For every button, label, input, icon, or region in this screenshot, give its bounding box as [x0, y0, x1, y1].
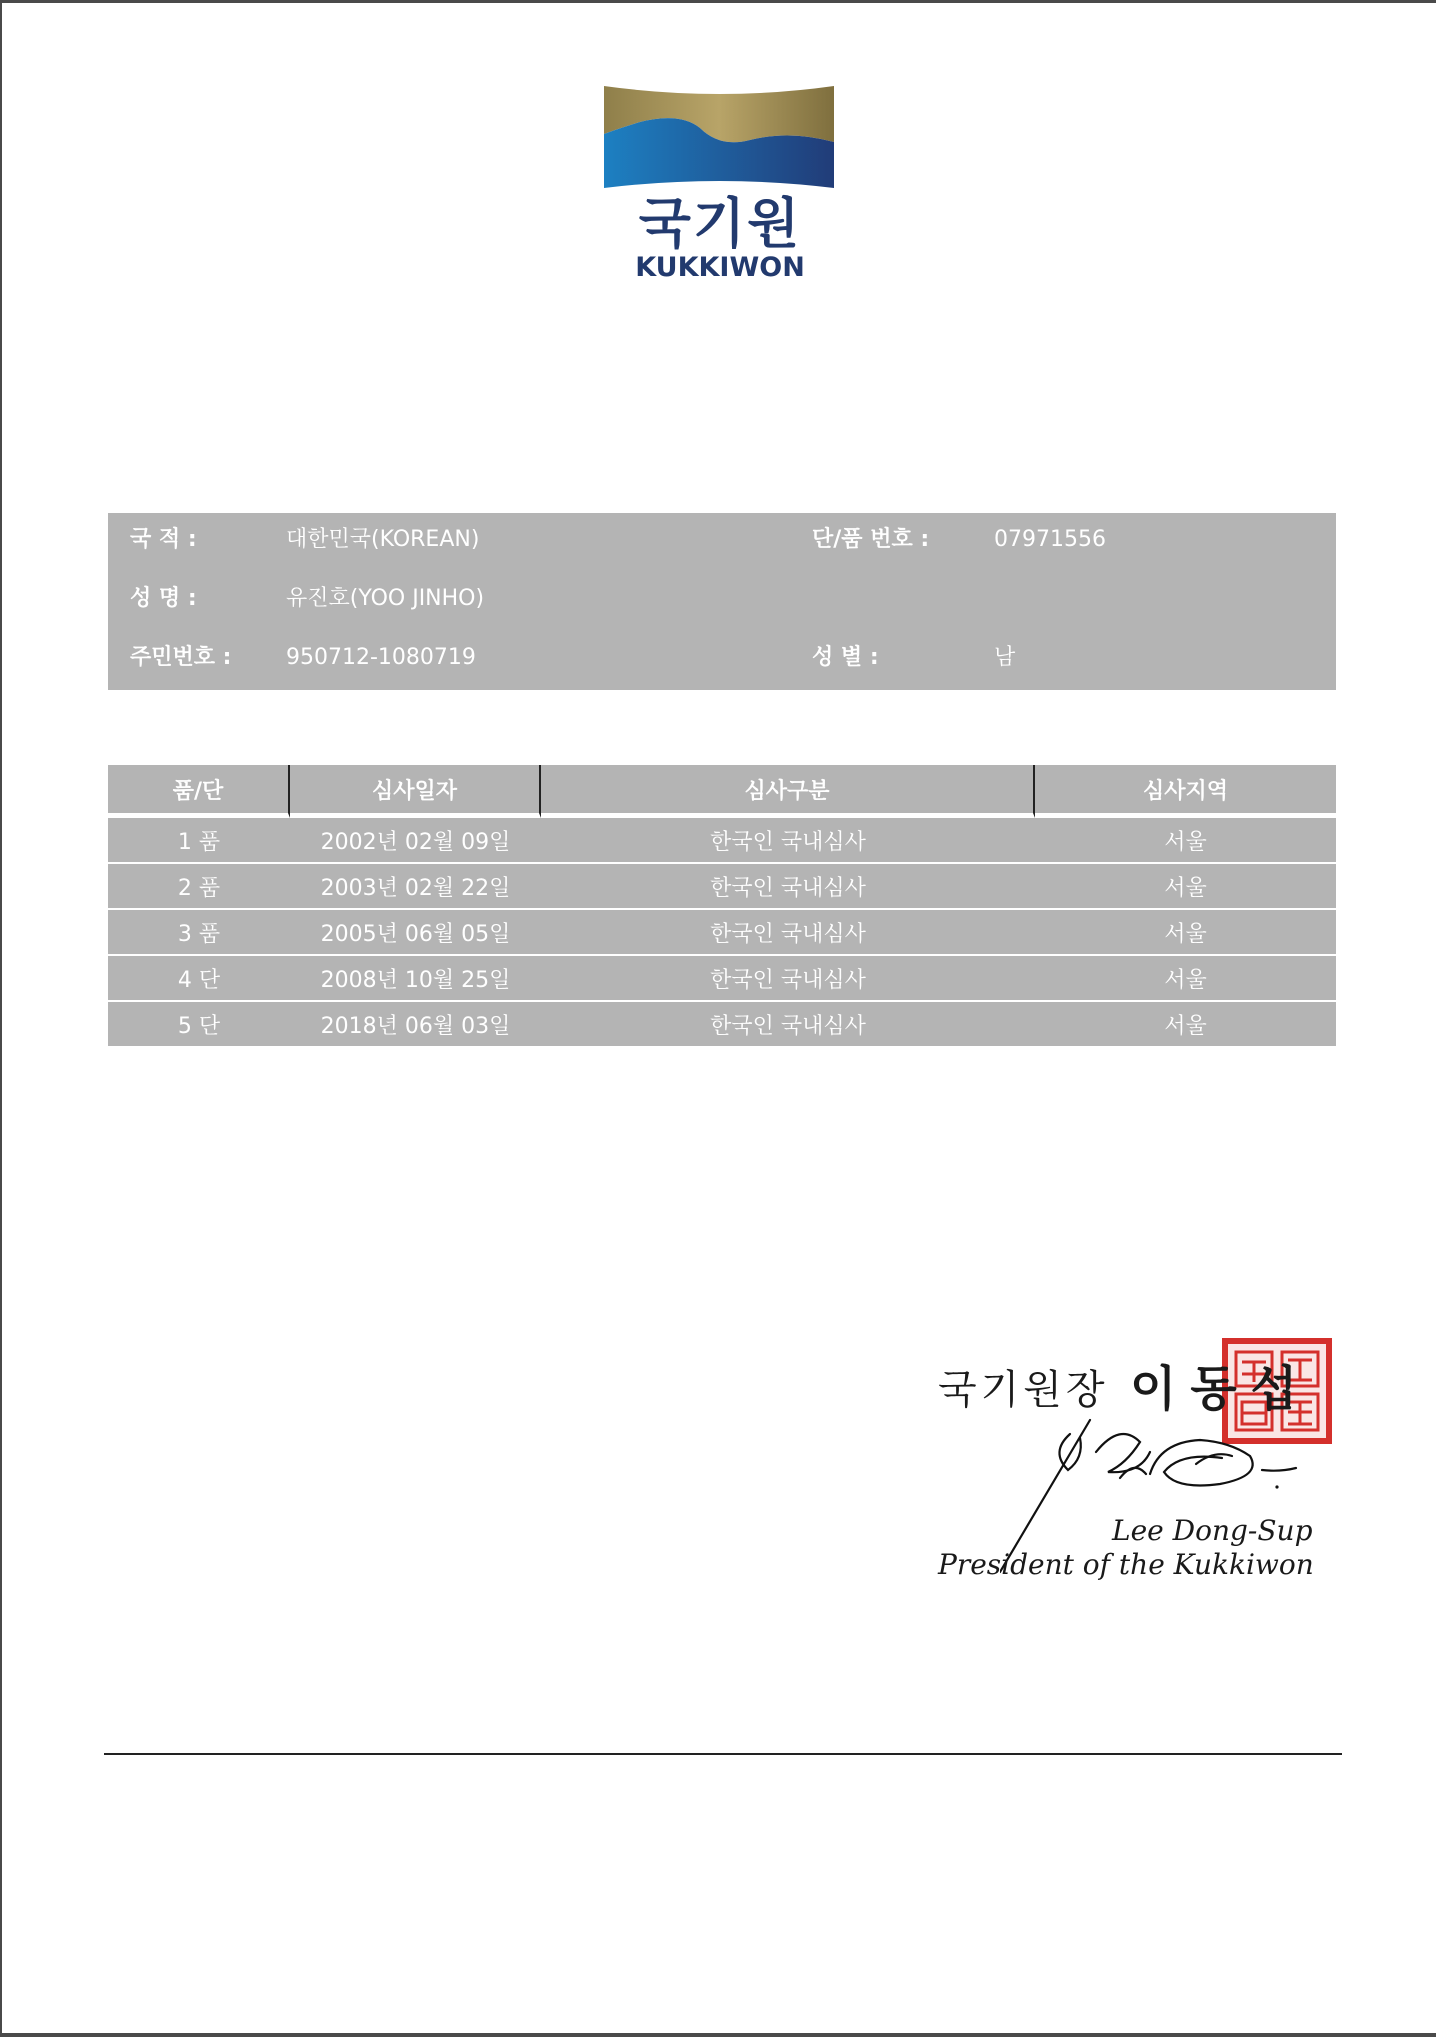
promotion-history-table — [108, 765, 1336, 1046]
president-name-korean: 이동섭 — [1130, 1361, 1312, 1417]
name-label: 성 명 : — [130, 586, 197, 611]
logo-english-text: KUKKIWON — [635, 252, 805, 283]
cell-grade: 1 품 — [108, 818, 290, 864]
logo-emblem-icon — [600, 82, 840, 192]
cell-grade: 2 품 — [108, 864, 290, 910]
table-row — [108, 818, 1336, 864]
cell-exam-date: 2018년 06월 03일 — [290, 1002, 541, 1046]
nationality-value: 대한민국(KOREAN) — [286, 527, 480, 552]
cell-exam-date: 2008년 10월 25일 — [290, 956, 541, 1002]
cell-exam-type: 한국인 국내심사 — [541, 818, 1035, 864]
cell-exam-date: 2003년 02월 22일 — [290, 864, 541, 910]
cell-exam-type: 한국인 국내심사 — [541, 864, 1035, 910]
logo-korean-text: 국기원 — [638, 192, 802, 255]
bottom-divider — [104, 1753, 1342, 1755]
table-row — [108, 910, 1336, 956]
nationality-label: 국 적 : — [130, 527, 197, 552]
cell-exam-region: 서울 — [1035, 864, 1336, 910]
cell-exam-region: 서울 — [1035, 910, 1336, 956]
cell-exam-type: 한국인 국내심사 — [541, 1002, 1035, 1046]
president-name-english: Lee Dong-Sup — [1112, 1514, 1313, 1547]
cell-exam-date: 2002년 02월 09일 — [290, 818, 541, 864]
cell-grade: 3 품 — [108, 910, 290, 956]
gender-value: 남 — [994, 645, 1016, 670]
id-number-label: 주민번호 : — [130, 645, 232, 670]
cell-exam-region: 서울 — [1035, 1002, 1336, 1046]
cert-number-value: 07971556 — [994, 527, 1106, 552]
header-exam-date: 심사일자 — [290, 765, 541, 818]
cell-exam-region: 서울 — [1035, 956, 1336, 1002]
table-row — [108, 864, 1336, 910]
president-title-korean: 국기원장 — [938, 1367, 1109, 1413]
cell-exam-region: 서울 — [1035, 818, 1336, 864]
header-exam-region: 심사지역 — [1035, 765, 1336, 818]
table-row — [108, 956, 1336, 1002]
cell-exam-type: 한국인 국내심사 — [541, 910, 1035, 956]
cell-exam-type: 한국인 국내심사 — [541, 956, 1035, 1002]
president-title-english: President of the Kukkiwon — [938, 1548, 1314, 1581]
header-exam-type: 심사구분 — [541, 765, 1035, 818]
name-value: 유진호(YOO JINHO) — [286, 586, 485, 611]
header-grade: 품/단 — [108, 765, 290, 818]
cert-number-label: 단/품 번호 : — [812, 527, 930, 552]
cell-grade: 5 단 — [108, 1002, 290, 1046]
gender-label: 성 별 : — [812, 645, 879, 670]
personal-info-box — [108, 513, 1336, 690]
id-number-value: 950712-1080719 — [286, 645, 476, 670]
table-header-row — [108, 765, 1336, 818]
table-row — [108, 1002, 1336, 1046]
cell-grade: 4 단 — [108, 956, 290, 1002]
kukkiwon-logo — [600, 82, 840, 292]
cell-exam-date: 2005년 06월 05일 — [290, 910, 541, 956]
